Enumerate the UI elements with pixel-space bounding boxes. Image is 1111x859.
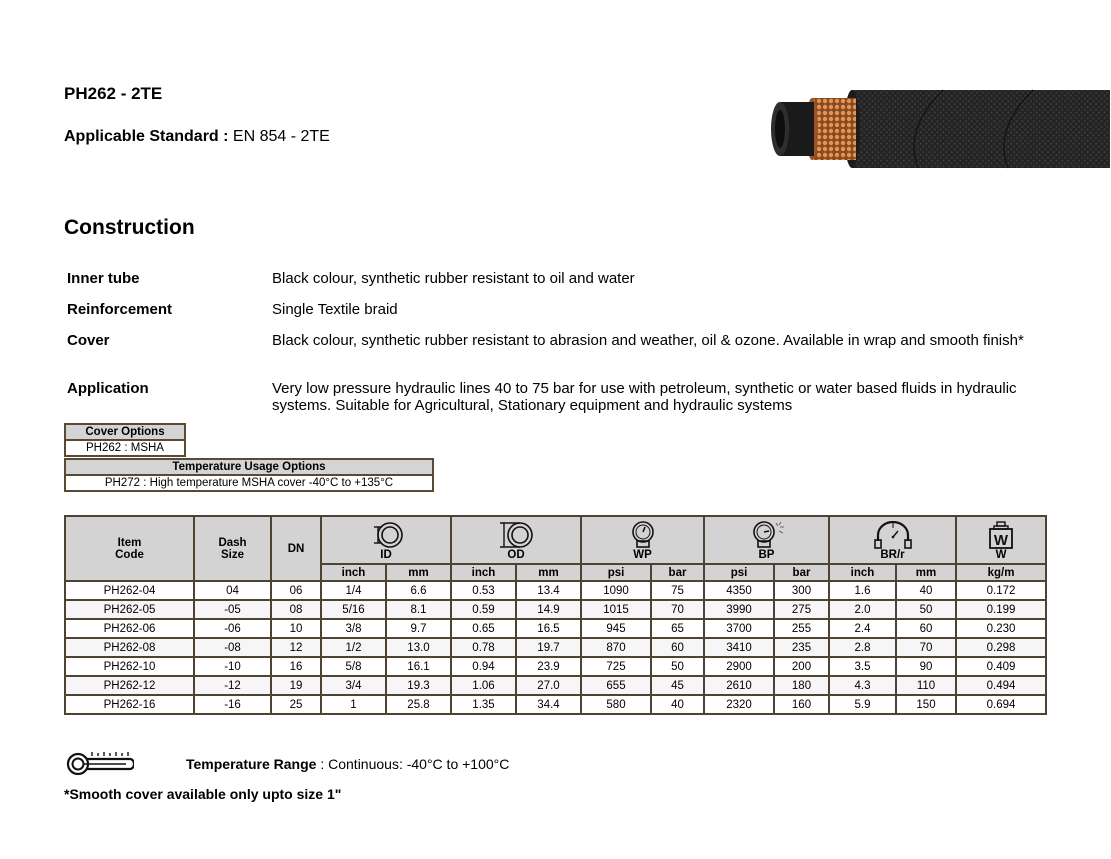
table-cell: 110: [896, 676, 956, 695]
weight-icon: [986, 521, 1016, 549]
table-row: [65, 581, 1046, 600]
table-cell: 6.6: [386, 581, 451, 600]
table-cell: 13.4: [516, 581, 581, 600]
unit-cell: bar: [774, 564, 829, 581]
table-cell: 16.5: [516, 619, 581, 638]
spec-value-application: Very low pressure hydraulic lines 40 to 75 bar for use with petroleum, synthetic or water based fluids in hydraulic systems. Suitable for Agricultural, Stationary equipment and hydraulic systems: [272, 380, 1017, 414]
unit-cell: inch: [451, 564, 516, 581]
table-cell: 70: [896, 638, 956, 657]
unit-cell: mm: [516, 564, 581, 581]
header-bp-label: BP: [758, 549, 775, 561]
table-cell: 0.230: [956, 619, 1046, 638]
table-cell: 50: [896, 600, 956, 619]
table-cell: 5/16: [321, 600, 386, 619]
table-cell: 25: [271, 695, 321, 714]
applicable-standard: [64, 128, 330, 146]
table-cell: PH262-12: [65, 676, 194, 695]
table-cell: 60: [896, 619, 956, 638]
temperature-range-label: Temperature Range: [186, 756, 317, 772]
header-bp: [704, 516, 829, 564]
spec-label-application: Application: [67, 380, 149, 397]
table-cell: 25.8: [386, 695, 451, 714]
hose-image: [768, 80, 1110, 172]
table-cell: 45: [651, 676, 704, 695]
table-cell: 3.5: [829, 657, 896, 676]
table-cell: 1090: [581, 581, 651, 600]
table-cell: PH262-10: [65, 657, 194, 676]
unit-cell: psi: [581, 564, 651, 581]
table-cell: 50: [651, 657, 704, 676]
table-cell: 3/4: [321, 676, 386, 695]
table-cell: 3700: [704, 619, 774, 638]
table-cell: 8.1: [386, 600, 451, 619]
cover-options-value: PH262 : MSHA: [65, 440, 185, 456]
header-item-code: Item Code: [65, 516, 194, 581]
table-cell: 2320: [704, 695, 774, 714]
table-cell: 19.7: [516, 638, 581, 657]
table-cell: 14.9: [516, 600, 581, 619]
table-cell: 2.0: [829, 600, 896, 619]
header-br-label: BR/r: [880, 549, 905, 561]
table-cell: 2610: [704, 676, 774, 695]
unit-cell: kg/m: [956, 564, 1046, 581]
header-wp: [581, 516, 704, 564]
table-cell: 08: [271, 600, 321, 619]
temperature-options-header: Temperature Usage Options: [65, 459, 433, 475]
table-cell: 180: [774, 676, 829, 695]
temperature-range: [186, 756, 509, 772]
table-cell: 90: [896, 657, 956, 676]
header-dash-size: Dash Size: [194, 516, 271, 581]
table-cell: 160: [774, 695, 829, 714]
table-row: [65, 638, 1046, 657]
header-br: [829, 516, 956, 564]
table-cell: 5.9: [829, 695, 896, 714]
table-row: [65, 676, 1046, 695]
table-cell: 9.7: [386, 619, 451, 638]
table-cell: 275: [774, 600, 829, 619]
unit-cell: psi: [704, 564, 774, 581]
header-w: [956, 516, 1046, 564]
unit-cell: bar: [651, 564, 704, 581]
table-cell: 0.494: [956, 676, 1046, 695]
table-cell: 0.694: [956, 695, 1046, 714]
table-cell: 4350: [704, 581, 774, 600]
table-cell: 70: [651, 600, 704, 619]
table-cell: 0.53: [451, 581, 516, 600]
table-cell: 725: [581, 657, 651, 676]
unit-cell: inch: [321, 564, 386, 581]
burst-pressure-gauge-icon: [747, 521, 787, 549]
table-cell: 23.9: [516, 657, 581, 676]
table-cell: 0.78: [451, 638, 516, 657]
table-cell: 13.0: [386, 638, 451, 657]
table-cell: 300: [774, 581, 829, 600]
unit-cell: mm: [896, 564, 956, 581]
table-cell: 19.3: [386, 676, 451, 695]
table-cell: 16.1: [386, 657, 451, 676]
table-cell: 655: [581, 676, 651, 695]
inner-diameter-icon: [364, 521, 408, 549]
header-id: [321, 516, 451, 564]
spec-value-cover: Black colour, synthetic rubber resistant to abrasion and weather, oil & ozone. Available in wrap and smooth finish*: [272, 332, 1024, 349]
table-cell: -05: [194, 600, 271, 619]
table-cell: 1: [321, 695, 386, 714]
table-cell: -16: [194, 695, 271, 714]
spec-label-inner-tube: Inner tube: [67, 270, 140, 287]
svg-text:W: W: [993, 532, 1009, 549]
table-cell: 1/4: [321, 581, 386, 600]
table-cell: -10: [194, 657, 271, 676]
table-cell: 2900: [704, 657, 774, 676]
table-cell: 5/8: [321, 657, 386, 676]
standard-label: Applicable Standard :: [64, 128, 229, 145]
table-cell: PH262-16: [65, 695, 194, 714]
table-cell: 75: [651, 581, 704, 600]
table-cell: 0.298: [956, 638, 1046, 657]
table-cell: 0.409: [956, 657, 1046, 676]
spec-label-cover: Cover: [67, 332, 110, 349]
header-dn: DN: [271, 516, 321, 581]
bend-radius-icon: [871, 521, 915, 549]
table-cell: 200: [774, 657, 829, 676]
table-cell: PH262-05: [65, 600, 194, 619]
unit-cell: mm: [386, 564, 451, 581]
table-cell: 150: [896, 695, 956, 714]
table-row: [65, 657, 1046, 676]
cover-options-table: [64, 423, 186, 457]
table-cell: 945: [581, 619, 651, 638]
table-cell: PH262-06: [65, 619, 194, 638]
table-row: [65, 619, 1046, 638]
table-cell: -12: [194, 676, 271, 695]
table-cell: 06: [271, 581, 321, 600]
standard-value: EN 854 - 2TE: [232, 128, 330, 145]
table-cell: 255: [774, 619, 829, 638]
spec-value-inner-tube: Black colour, synthetic rubber resistant to oil and water: [272, 270, 635, 287]
table-cell: -06: [194, 619, 271, 638]
table-cell: 19: [271, 676, 321, 695]
header-od: [451, 516, 581, 564]
table-cell: 3990: [704, 600, 774, 619]
cover-options-header: Cover Options: [65, 424, 185, 440]
temperature-options-table: [64, 458, 434, 492]
table-cell: 12: [271, 638, 321, 657]
table-cell: 0.199: [956, 600, 1046, 619]
spec-label-reinforcement: Reinforcement: [67, 301, 173, 318]
table-cell: 40: [651, 695, 704, 714]
table-cell: 580: [581, 695, 651, 714]
table-cell: 1/2: [321, 638, 386, 657]
table-cell: 0.172: [956, 581, 1046, 600]
table-cell: 16: [271, 657, 321, 676]
table-cell: 1.35: [451, 695, 516, 714]
product-title: PH262 - 2TE: [64, 84, 163, 103]
unit-cell: inch: [829, 564, 896, 581]
working-pressure-gauge-icon: [626, 521, 660, 549]
table-cell: 1015: [581, 600, 651, 619]
table-cell: 60: [651, 638, 704, 657]
table-cell: 0.94: [451, 657, 516, 676]
table-cell: -08: [194, 638, 271, 657]
table-cell: 3410: [704, 638, 774, 657]
table-cell: 870: [581, 638, 651, 657]
table-cell: PH262-04: [65, 581, 194, 600]
temperature-range-value: : Continuous: -40°C to +100°C: [316, 756, 510, 772]
table-cell: 1.6: [829, 581, 896, 600]
table-cell: PH262-08: [65, 638, 194, 657]
table-cell: 0.65: [451, 619, 516, 638]
header-wp-label: WP: [633, 549, 652, 561]
smooth-cover-note: *Smooth cover available only upto size 1": [64, 786, 342, 802]
table-cell: 34.4: [516, 695, 581, 714]
table-cell: 4.3: [829, 676, 896, 695]
thermometer-icon: [66, 750, 134, 778]
header-w-label: W: [995, 549, 1007, 561]
table-cell: 0.59: [451, 600, 516, 619]
outer-diameter-icon: [494, 521, 538, 549]
temperature-options-value: PH272 : High temperature MSHA cover -40°C to +135°C: [65, 475, 433, 491]
table-cell: 1.06: [451, 676, 516, 695]
table-cell: 2.8: [829, 638, 896, 657]
spec-table: [64, 515, 1047, 715]
table-cell: 04: [194, 581, 271, 600]
table-row: [65, 695, 1046, 714]
table-cell: 3/8: [321, 619, 386, 638]
table-cell: 27.0: [516, 676, 581, 695]
table-cell: 40: [896, 581, 956, 600]
table-cell: 65: [651, 619, 704, 638]
table-cell: 2.4: [829, 619, 896, 638]
table-cell: 10: [271, 619, 321, 638]
header-od-label: OD: [507, 549, 525, 561]
table-cell: 235: [774, 638, 829, 657]
spec-value-reinforcement: Single Textile braid: [272, 301, 398, 318]
construction-heading: Construction: [64, 216, 195, 239]
table-row: [65, 600, 1046, 619]
header-id-label: ID: [380, 549, 392, 561]
